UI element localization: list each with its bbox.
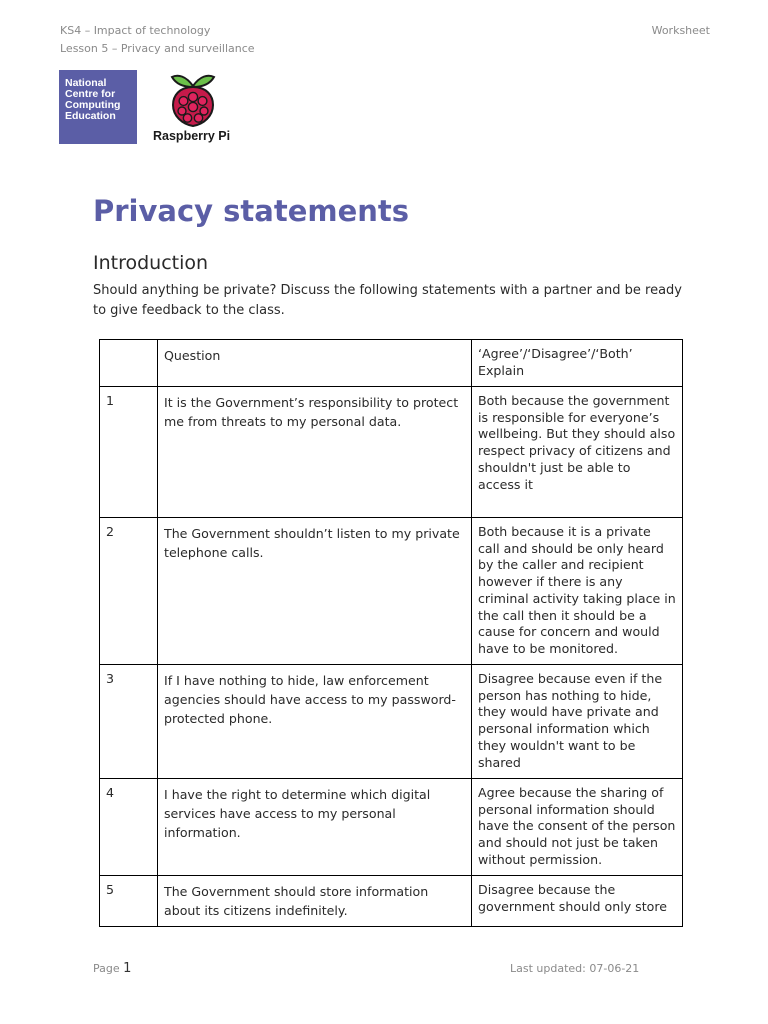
- row-number: 1: [100, 387, 158, 518]
- ncce-logo-line: Centre for: [65, 88, 116, 100]
- lesson-title: Lesson 5 – Privacy and surveillance: [60, 42, 255, 55]
- header-cell-number: [100, 340, 158, 387]
- row-question: The Government should store information about its citizens indefinitely.: [158, 876, 472, 927]
- ncce-logo-line: Computing: [65, 99, 121, 111]
- raspberry-pi-wordmark: Raspberry Pi: [153, 129, 231, 143]
- table-row: [100, 779, 683, 876]
- introduction-heading: Introduction: [93, 252, 209, 274]
- ncce-logo-line: National: [65, 77, 107, 89]
- document-header: [60, 22, 255, 58]
- row-question: It is the Government’s responsibility to protect me from threats to my personal data.: [158, 387, 472, 518]
- row-number: 4: [100, 779, 158, 876]
- row-answer: Disagree because the government should only store: [472, 876, 683, 927]
- page-label: Page: [93, 962, 120, 975]
- table-row: [100, 876, 683, 927]
- page-title: Privacy statements: [93, 194, 410, 228]
- row-number: 2: [100, 518, 158, 665]
- row-number: 3: [100, 665, 158, 779]
- header-cell-response: ‘Agree’/‘Disagree’/‘Both’ Explain: [472, 340, 683, 387]
- row-question: If I have nothing to hide, law enforcement agencies should have access to my password-protected phone.: [158, 665, 472, 779]
- row-question: The Government shouldn’t listen to my private telephone calls.: [158, 518, 472, 665]
- row-answer: Both because the government is responsible for everyone’s wellbeing. But they should also respect privacy of citizens and shouldn't just be able to access it: [472, 387, 683, 518]
- ncce-logo: [59, 70, 137, 144]
- page-number: 1: [123, 961, 132, 976]
- document-type-label: Worksheet: [651, 24, 710, 37]
- row-answer: Both because it is a private call and should be only heard by the caller and recipient however if there is any criminal activity taking place in the call then it should be a cause for concern and would have to be monitored.: [472, 518, 683, 665]
- row-answer: Disagree because even if the person has nothing to hide, they would have private and personal information which they wouldn't want to be shared: [472, 665, 683, 779]
- raspberry-pi-icon: [168, 70, 218, 128]
- last-updated: Last updated: 07-06-21: [510, 962, 640, 975]
- table-row: [100, 387, 683, 518]
- table-row: [100, 665, 683, 779]
- table-row: [100, 518, 683, 665]
- header-cell-question: Question: [158, 340, 472, 387]
- statements-table: [99, 339, 683, 927]
- row-number: 5: [100, 876, 158, 927]
- row-answer: Agree because the sharing of personal information should have the consent of the person and should not just be taken without permission.: [472, 779, 683, 876]
- table-header-row: [100, 340, 683, 387]
- ncce-logo-line: Education: [65, 110, 116, 122]
- page-footer: [93, 962, 131, 976]
- introduction-text: Should anything be private? Discuss the following statements with a partner and be ready to give feedback to the class.: [93, 283, 682, 318]
- course-title: KS4 – Impact of technology: [60, 24, 211, 37]
- row-question: I have the right to determine which digital services have access to my personal information.: [158, 779, 472, 876]
